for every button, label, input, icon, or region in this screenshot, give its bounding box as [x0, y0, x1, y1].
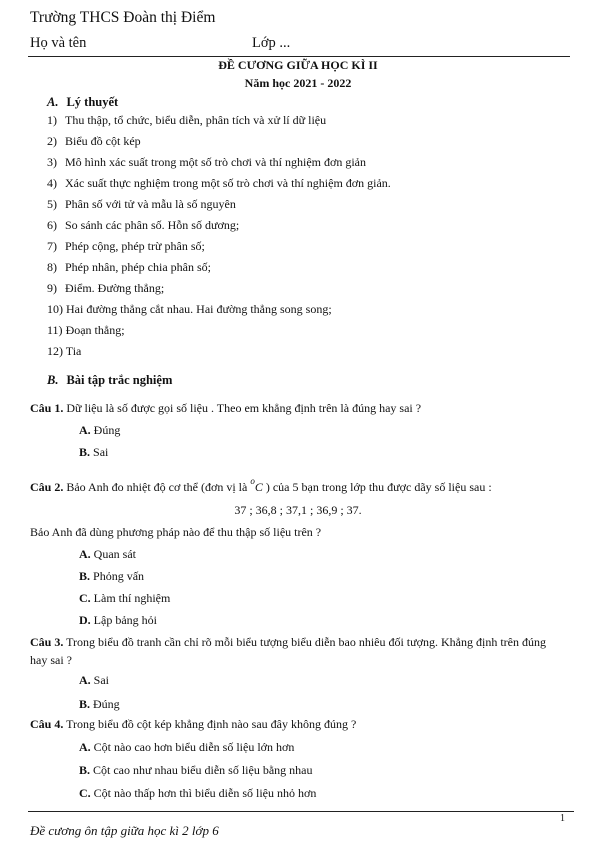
question-3-line2: hay sai ?	[30, 653, 72, 667]
theory-item-num: 6)	[47, 218, 57, 232]
theory-item	[47, 239, 205, 254]
question-4	[30, 717, 356, 732]
question-text-tail: ) của 5 bạn trong lớp thu được dãy số liệu sau :	[262, 480, 492, 494]
theory-item-num: 1)	[47, 113, 57, 127]
theory-item-num: 2)	[47, 134, 57, 148]
theory-item-text: So sánh các phân số. Hỗn số dương;	[65, 218, 240, 232]
theory-item-num: 5)	[47, 197, 57, 211]
section-theory-letter: A.	[47, 95, 59, 109]
option-letter: C.	[79, 591, 91, 605]
theory-item-num: 11)	[47, 323, 63, 337]
option-text: Làm thí nghiệm	[90, 591, 171, 605]
degree-sup: o	[250, 476, 255, 486]
section-theory-heading	[47, 95, 118, 110]
theory-item-text: Thu thập, tổ chức, biểu diễn, phân tích và xử lí dữ liệu	[65, 113, 327, 127]
option-text: Đúng	[90, 423, 121, 437]
theory-item-num: 9)	[47, 281, 57, 295]
document-title: ĐỀ CƯƠNG GIỮA HỌC KÌ II	[218, 58, 378, 72]
theory-item	[47, 302, 332, 317]
theory-item-num: 7)	[47, 239, 57, 253]
question-1-option-b	[79, 445, 108, 460]
question-label: Câu 1.	[30, 401, 64, 415]
option-letter: B.	[79, 569, 91, 583]
theory-item	[47, 176, 391, 191]
theory-item-text: Hai đường thẳng cắt nhau. Hai đường thẳng song song;	[66, 302, 332, 316]
option-letter: C.	[79, 786, 91, 800]
option-text: Quan sát	[90, 547, 136, 561]
option-letter: D.	[79, 613, 91, 627]
theory-item-text: Tia	[65, 344, 82, 358]
question-2-option-c	[79, 591, 170, 606]
question-3-option-b	[79, 697, 120, 712]
option-text: Phỏng vấn	[90, 569, 145, 583]
option-letter: B.	[79, 445, 91, 459]
option-letter: B.	[79, 697, 91, 711]
theory-item	[47, 218, 239, 233]
option-letter: B.	[79, 763, 91, 777]
theory-item-text: Phép nhân, phép chia phân số;	[65, 260, 211, 274]
theory-item	[47, 323, 125, 338]
question-1-option-a	[79, 423, 120, 438]
section-exercises-letter: B.	[47, 373, 59, 387]
question-4-option-a	[79, 740, 294, 755]
footer-divider	[28, 811, 574, 812]
theory-item-text: Mô hình xác suất trong một số trò chơi và thí nghiệm đơn giản	[65, 155, 366, 169]
section-theory-title: Lý thuyết	[66, 95, 119, 109]
section-exercises-heading	[47, 373, 172, 388]
question-4-option-b	[79, 763, 312, 778]
option-letter: A.	[79, 673, 91, 687]
theory-item	[47, 281, 164, 296]
theory-item-text: Biểu đồ cột kép	[65, 134, 141, 148]
theory-item-num: 4)	[47, 176, 57, 190]
question-2-option-d	[79, 613, 157, 628]
option-letter: A.	[79, 547, 91, 561]
question-3	[30, 635, 546, 650]
header-divider	[28, 56, 570, 57]
theory-item-num: 8)	[47, 260, 57, 274]
theory-item-num: 3)	[47, 155, 57, 169]
question-label: Câu 2.	[30, 480, 64, 494]
theory-item-num: 12)	[47, 344, 63, 358]
footer-text: Đề cương ôn tập giữa học kì 2 lớp 6	[30, 823, 219, 838]
theory-item	[47, 134, 141, 149]
theory-item	[47, 344, 81, 359]
school-name: Trường THCS Đoàn thị Điểm	[30, 9, 216, 26]
unit-celsius: C	[254, 480, 263, 494]
theory-item-text: Xác suất thực nghiệm trong một số trò chơi và thí nghiệm đơn giản.	[65, 176, 391, 190]
option-text: Đúng	[90, 697, 120, 711]
theory-item-text: Phép cộng, phép trừ phân số;	[65, 239, 205, 253]
question-2-followup: Bảo Anh đã dùng phương pháp nào để thu thập số liệu trên ?	[30, 525, 322, 539]
question-4-option-c	[79, 786, 316, 801]
question-2-option-b	[79, 569, 144, 584]
theory-item-text: Điểm. Đường thẳng;	[65, 281, 165, 295]
theory-item-num: 10)	[47, 302, 63, 316]
school-year: Năm học 2021 - 2022	[244, 76, 352, 90]
page-number: 1	[560, 813, 565, 824]
option-text: Cột nào thấp hơn thì biểu diễn số liệu nhỏ hơn	[90, 786, 317, 800]
theory-item-text: Đoạn thẳng;	[65, 323, 125, 337]
question-2	[30, 476, 492, 495]
question-text: Bảo Anh đo nhiệt độ cơ thể (đơn vị là	[63, 480, 251, 494]
question-3-option-a	[79, 673, 109, 688]
option-text: Cột nào cao hơn biểu diễn số liệu lớn hơn	[90, 740, 295, 754]
theory-item	[47, 155, 366, 170]
question-label: Câu 3.	[30, 635, 64, 649]
theory-item	[47, 113, 326, 128]
option-text: Sai	[90, 445, 109, 459]
question-2-data-line: 37 ; 36,8 ; 37,1 ; 36,9 ; 37.	[234, 503, 362, 517]
theory-item	[47, 260, 211, 275]
option-letter: A.	[79, 423, 91, 437]
theory-item-text: Phân số với tử và mẫu là số nguyên	[65, 197, 236, 211]
class-label: Lớp ...	[252, 35, 291, 51]
option-text: Lập bảng hỏi	[90, 613, 157, 627]
question-1	[30, 401, 421, 416]
question-text: Trong biểu đồ tranh cần chỉ rõ mỗi biểu tượng biểu diễn bao nhiêu đối tượng. Khẳng định trên đúng	[63, 635, 546, 649]
option-text: Sai	[90, 673, 110, 687]
section-exercises-title: Bài tập trắc nghiệm	[66, 373, 173, 387]
question-2-option-a	[79, 547, 136, 562]
question-label: Câu 4.	[30, 717, 64, 731]
student-name-label: Họ và tên	[30, 35, 87, 51]
question-text: Dữ liệu là số được gọi số liệu . Theo em khẳng định trên là đúng hay sai ?	[63, 401, 422, 415]
question-text: Trong biểu đồ cột kép khẳng định nào sau đây không đúng ?	[63, 717, 357, 731]
theory-item	[47, 197, 236, 212]
option-text: Cột cao như nhau biểu diễn số liệu bằng nhau	[90, 763, 313, 777]
option-letter: A.	[79, 740, 91, 754]
